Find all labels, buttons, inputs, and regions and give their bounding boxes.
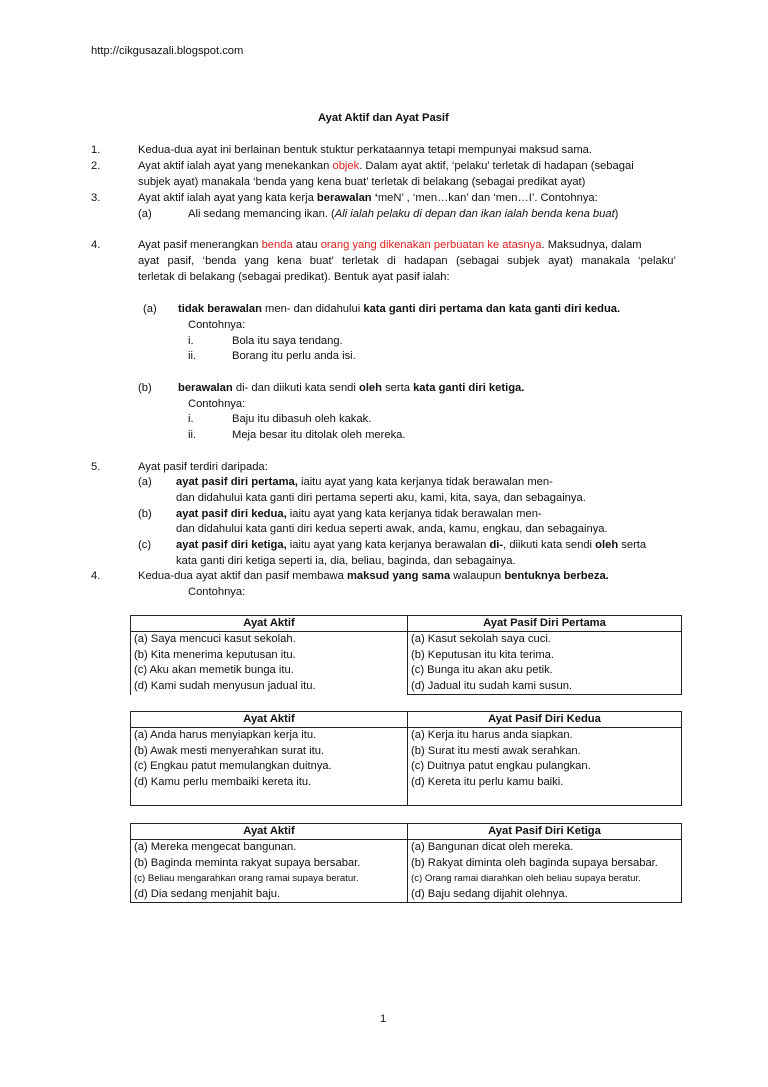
table-cell-line: (b) Awak mesti menyerahkan surat itu. xyxy=(134,744,325,757)
table-cell-line: (d) Kamu perlu membaiki kereta itu. xyxy=(134,775,312,788)
comparison-table-3 xyxy=(130,823,682,903)
item-3-example-end: ) xyxy=(614,208,619,220)
item-text-4-highlight-2: orang yang dikenakan perbuatan ke atasnya xyxy=(320,239,542,251)
form-a-contoh: Contohnya: xyxy=(188,319,246,331)
passive-c-bold: ayat pasif diri ketiga, xyxy=(176,539,287,551)
item-text-6a: Kedua-dua ayat aktif dan pasif membawa xyxy=(138,570,347,582)
item-text-1: Kedua-dua ayat ini berlainan bentuk stuktur perkataannya tetapi mempunyai maksud sama. xyxy=(138,144,592,156)
table-cell-line: (a) Bangunan dicat oleh mereka. xyxy=(411,841,574,854)
table-cell-line: (c) Orang ramai diarahkan oleh beliau supaya beratur. xyxy=(411,873,641,885)
passive-b-label: (b) xyxy=(138,508,152,520)
table-cell-line: (c) Aku akan memetik bunga itu. xyxy=(134,664,294,677)
passive-c-text-2: kata ganti diri ketiga seperti ia, dia, beliau, baginda, dan sebagainya. xyxy=(176,555,516,567)
page-title: Ayat Aktif dan Ayat Pasif xyxy=(318,112,449,124)
item-3-example-label: (a) xyxy=(138,208,152,220)
passive-b-desc: iaitu ayat yang kata kerjanya tidak berawalan men- xyxy=(286,508,542,520)
item-text-4 xyxy=(138,238,642,254)
table-cell-active xyxy=(131,840,408,903)
table-cell-line: (c) Engkau patut memulangkan duitnya. xyxy=(134,760,332,773)
form-b-middle-1: di- dan diikuti kata sendi xyxy=(232,382,359,394)
item-text-4a: Ayat pasif menerangkan xyxy=(138,239,262,251)
form-b-i: i. xyxy=(188,413,194,425)
table-cell-line: (d) Kami sudah menyusun jadual itu. xyxy=(134,679,316,692)
passive-b-text-2: dan didahului kata ganti diri kedua seperti awak, anda, kamu, engkau, dan sebagainya. xyxy=(176,523,608,535)
item-text-2c: subjek ayat) manakala ‘benda yang kena buat’ terletak di belakang (sebagai predikat ayat) xyxy=(138,176,586,188)
table-cell-line: (a) Kerja itu harus anda siapkan. xyxy=(411,729,573,742)
item-text-4e: terletak di belakang (sebagai predikat). Bentuk ayat pasif ialah: xyxy=(138,271,450,283)
passive-c-desc: iaitu ayat yang kata kerjanya berawalan xyxy=(286,539,490,551)
item-text-2-highlight: objek xyxy=(332,160,360,172)
table-cell-line: (d) Dia sedang menjahit baju. xyxy=(134,887,281,900)
item-3-example xyxy=(188,207,618,223)
table-cell-active xyxy=(131,728,408,806)
item-text-3a: Ayat aktif ialah ayat yang kata kerja xyxy=(138,192,317,204)
table-cell-line: (b) Rakyat diminta oleh baginda supaya bersabar. xyxy=(411,856,658,869)
item-text-2b: . Dalam ayat aktif, ‘pelaku’ terletak di hadapan (sebagai xyxy=(359,160,634,172)
table-header-row xyxy=(131,712,682,728)
table-cell-passive xyxy=(408,840,682,903)
table-cell-line: (c) Beliau mengarahkan orang ramai supaya beratur. xyxy=(134,873,359,885)
form-a-text xyxy=(178,302,620,318)
table-cell-line: (d) Baju sedang dijahit olehnya. xyxy=(411,887,568,900)
form-b-contoh: Contohnya: xyxy=(188,398,246,410)
passive-c-desc-b: , diikuti kata sendi xyxy=(503,539,596,551)
form-b-bold-3: kata ganti diri ketiga. xyxy=(413,382,525,394)
passive-c-text xyxy=(176,538,646,554)
table-header-passive: Ayat Pasif Diri Kedua xyxy=(408,712,682,728)
form-b-i-text: Baju itu dibasuh oleh kakak. xyxy=(232,413,372,425)
table-header-row xyxy=(131,616,682,632)
item-text-4b: atau xyxy=(292,239,321,251)
form-b-middle-2: serta xyxy=(381,382,414,394)
item-text-3 xyxy=(138,191,598,207)
table-row xyxy=(131,840,682,903)
table-cell-line: (b) Baginda meminta rakyat supaya bersabar. xyxy=(134,856,361,869)
comparison-table-1 xyxy=(130,615,682,695)
table-cell-line: (a) Mereka mengecat bangunan. xyxy=(134,841,297,854)
table-cell-line: (d) Kereta itu perlu kamu baiki. xyxy=(411,775,564,788)
passive-a-label: (a) xyxy=(138,476,152,488)
table-cell-line: (a) Saya mencuci kasut sekolah. xyxy=(134,633,296,646)
table-cell-line: (b) Keputusan itu kita terima. xyxy=(411,648,555,661)
item-text-5: Ayat pasif terdiri daripada: xyxy=(138,461,268,473)
form-a-bold-1: tidak berawalan xyxy=(178,303,262,315)
table-cell-line: (a) Kasut sekolah saya cuci. xyxy=(411,633,551,646)
form-a-label: (a) xyxy=(143,303,157,315)
table-cell-line: (b) Surat itu mesti awak serahkan. xyxy=(411,744,581,757)
item-3-example-text: Ali sedang memancing ikan. ( xyxy=(188,208,335,220)
item-text-4c: . Maksudnya, dalam xyxy=(541,239,642,251)
item-number-2: 2. xyxy=(91,160,101,172)
table-header-passive: Ayat Pasif Diri Pertama xyxy=(408,616,682,632)
form-b-bold-2: oleh xyxy=(358,382,382,394)
item-text-2 xyxy=(138,159,634,175)
form-b-text xyxy=(178,381,524,397)
item-text-6 xyxy=(138,569,609,585)
table-row xyxy=(131,728,682,806)
table-header-passive: Ayat Pasif Diri Ketiga xyxy=(408,824,682,840)
item-text-3b: meN’ , ‘men…kan’ dan ‘men…I’. Contohnya: xyxy=(377,192,598,204)
item-number-5: 5. xyxy=(91,461,101,473)
item-text-6-bold-1: maksud yang sama xyxy=(346,570,451,582)
passive-a-bold: ayat pasif diri pertama, xyxy=(176,476,298,488)
passive-c-bold-3: oleh xyxy=(595,539,619,551)
passive-c-desc-c: serta xyxy=(618,539,647,551)
item-text-6-bold-2: bentuknya berbeza. xyxy=(504,570,609,582)
table-cell-line: (c) Bunga itu akan aku petik. xyxy=(411,664,553,677)
item-text-3-bold: berawalan ‘ xyxy=(316,192,378,204)
table-cell-line: (c) Duitnya patut engkau pulangkan. xyxy=(411,760,591,773)
form-b-ii-text: Meja besar itu ditolak oleh mereka. xyxy=(232,429,406,441)
item-number-3: 3. xyxy=(91,192,101,204)
form-b-label: (b) xyxy=(138,382,152,394)
header-url: http://cikgusazali.blogspot.com xyxy=(91,45,244,57)
table-row xyxy=(131,632,682,695)
table-header-active: Ayat Aktif xyxy=(131,712,408,728)
item-number-4: 4. xyxy=(91,239,101,251)
item-text-2a: Ayat aktif ialah ayat yang menekankan xyxy=(138,160,333,172)
form-a-i: i. xyxy=(188,335,194,347)
table-cell-line: (d) Jadual itu sudah kami susun. xyxy=(411,679,573,692)
item-text-4-highlight-1: benda xyxy=(261,239,293,251)
passive-c-label: (c) xyxy=(138,539,152,551)
form-a-bold-2: kata ganti diri pertama dan kata ganti diri kedua. xyxy=(363,303,621,315)
table-cell-active xyxy=(131,632,408,695)
item-number-6: 4. xyxy=(91,570,101,582)
passive-b-bold: ayat pasif diri kedua, xyxy=(176,508,287,520)
table-header-row xyxy=(131,824,682,840)
passive-a-text xyxy=(176,475,553,491)
form-a-ii-text: Borang itu perlu anda isi. xyxy=(232,350,356,362)
passive-a-desc: iaitu ayat yang kata kerjanya tidak berawalan men- xyxy=(297,476,553,488)
item-6-contoh: Contohnya: xyxy=(188,586,246,598)
item-text-6b: walaupun xyxy=(450,570,505,582)
table-cell-passive xyxy=(408,632,682,695)
table-cell-line: (a) Anda harus menyiapkan kerja itu. xyxy=(134,729,317,742)
passive-a-text-2: dan didahului kata ganti diri pertama seperti aku, kami, kita, saya, dan sebagainya. xyxy=(176,492,586,504)
comparison-table-2 xyxy=(130,711,682,806)
passive-b-text xyxy=(176,507,542,523)
form-b-bold-1: berawalan xyxy=(178,382,233,394)
passive-c-bold-2: di- xyxy=(489,539,504,551)
table-cell-passive xyxy=(408,728,682,806)
page-number: 1 xyxy=(380,1013,387,1025)
form-a-i-text: Bola itu saya tendang. xyxy=(232,335,343,347)
item-number-1: 1. xyxy=(91,144,101,156)
table-header-active: Ayat Aktif xyxy=(131,616,408,632)
item-3-example-italic: Ali ialah pelaku di depan dan ikan ialah benda kena buat xyxy=(334,208,615,220)
table-header-active: Ayat Aktif xyxy=(131,824,408,840)
form-a-middle: men- dan didahului xyxy=(261,303,364,315)
form-b-ii: ii. xyxy=(188,429,197,441)
table-cell-line: (b) Kita menerima keputusan itu. xyxy=(134,648,296,661)
form-a-ii: ii. xyxy=(188,350,197,362)
item-text-4d: ayat pasif, ‘benda yang kena buat’ terletak di hadapan (sebagai subjek ayat) manakala ‘pelaku’ xyxy=(138,255,676,267)
